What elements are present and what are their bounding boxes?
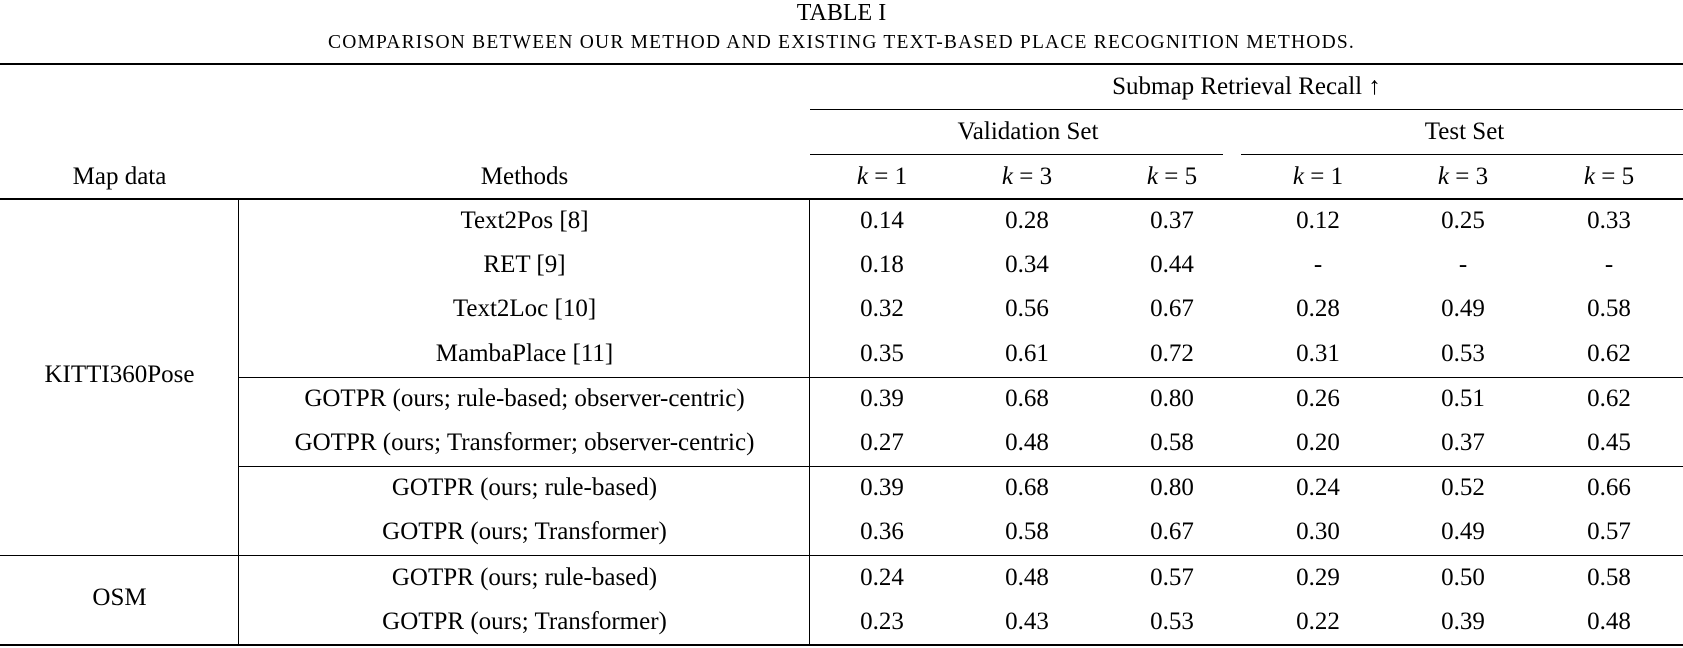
header-k-col-6: [1539, 162, 1679, 192]
table-cell-value: 0.53: [1441, 340, 1485, 367]
table-cell-value: 0.39: [860, 385, 904, 412]
k-value: = 3: [1455, 163, 1489, 190]
table-cell-value: 0.57: [1587, 518, 1631, 545]
table-cell-value: 0.22: [1296, 608, 1340, 635]
k-value: = 1: [874, 163, 908, 190]
bottom-rule: [0, 644, 1683, 646]
table-cell-value: 0.25: [1441, 207, 1485, 234]
table-cell-value: 0.29: [1296, 564, 1340, 591]
table-cell-value: 0.80: [1150, 385, 1194, 412]
table-cell-value: 0.51: [1441, 385, 1485, 412]
table-cell-value: 0.39: [1441, 608, 1485, 635]
sub-rule-2: [239, 466, 1683, 467]
table-cell-value: 0.58: [1150, 429, 1194, 456]
table-cell-value: 0.56: [1005, 295, 1049, 322]
set-rule-test: [1241, 154, 1683, 155]
table-cell-value: 0.28: [1296, 295, 1340, 322]
table-cell-value: -: [1458, 251, 1468, 278]
table-cell-value: 0.37: [1441, 429, 1485, 456]
table-cell-value: 0.66: [1587, 474, 1631, 501]
table-cell-value: 0.48: [1587, 608, 1631, 635]
table-cell-value: 0.61: [1005, 340, 1049, 367]
header-group: Submap Retrieval Recall ↑: [1112, 73, 1381, 100]
table-cell-value: 0.32: [860, 295, 904, 322]
header-validation-set: Validation Set: [957, 118, 1099, 145]
group-label-kitti360pose: KITTI360Pose: [44, 361, 195, 388]
k-value: = 5: [1601, 163, 1635, 190]
table-row-method: GOTPR (ours; rule-based; observer-centric): [304, 385, 745, 412]
header-k-col-2: [957, 162, 1097, 192]
table-cell-value: 0.28: [1005, 207, 1049, 234]
table-label: TABLE I: [796, 0, 887, 26]
group-separator-rule: [0, 555, 1683, 556]
table-cell-value: 0.43: [1005, 608, 1049, 635]
table-cell-value: 0.14: [860, 207, 904, 234]
table-cell-value: 0.57: [1150, 564, 1194, 591]
k-variable: k: [1292, 163, 1304, 190]
table-cell-value: 0.30: [1296, 518, 1340, 545]
header-methods: Methods: [480, 163, 569, 190]
table-cell-value: 0.31: [1296, 340, 1340, 367]
header-k-col-3: [1102, 162, 1242, 192]
table-cell-value: 0.68: [1005, 474, 1049, 501]
sub-rule-1: [239, 377, 1683, 378]
table-row-method: GOTPR (ours; rule-based): [391, 474, 658, 501]
table-cell-value: 0.72: [1150, 340, 1194, 367]
set-rule-validation: [810, 154, 1223, 155]
k-variable: k: [1001, 163, 1013, 190]
header-map-data: Map data: [72, 163, 167, 190]
table-caption: COMPARISON BETWEEN OUR METHOD AND EXISTING TEXT-BASED PLACE RECOGNITION METHODS.: [328, 32, 1355, 53]
table-cell-value: -: [1604, 251, 1614, 278]
k-value: = 3: [1019, 163, 1053, 190]
table-cell-value: 0.24: [1296, 474, 1340, 501]
table-row-method: GOTPR (ours; Transformer): [382, 518, 667, 545]
header-k-col-4: [1248, 162, 1388, 192]
table-cell-value: 0.12: [1296, 207, 1340, 234]
top-rule: [0, 63, 1683, 65]
table-cell-value: 0.37: [1150, 207, 1194, 234]
table-cell-value: 0.24: [860, 564, 904, 591]
table-cell-value: 0.62: [1587, 385, 1631, 412]
header-k-col-5: [1393, 162, 1533, 192]
table-cell-value: 0.68: [1005, 385, 1049, 412]
table-cell-value: 0.80: [1150, 474, 1194, 501]
k-variable: k: [1146, 163, 1158, 190]
table-row-method: MambaPlace [11]: [435, 340, 614, 367]
table-cell-value: 0.67: [1150, 295, 1194, 322]
table-cell-value: 0.50: [1441, 564, 1485, 591]
table-cell-value: 0.49: [1441, 295, 1485, 322]
table-row-method: GOTPR (ours; rule-based): [391, 564, 658, 591]
table-cell-value: 0.18: [860, 251, 904, 278]
header-bottom-rule: [0, 198, 1683, 200]
table-cell-value: 0.23: [860, 608, 904, 635]
table-row-method: Text2Loc [10]: [452, 295, 597, 322]
table-cell-value: 0.49: [1441, 518, 1485, 545]
table-cell-value: 0.67: [1150, 518, 1194, 545]
table-cell-value: 0.35: [860, 340, 904, 367]
table-cell-value: 0.20: [1296, 429, 1340, 456]
k-value: = 5: [1164, 163, 1198, 190]
table-row-method: Text2Pos [8]: [460, 207, 589, 234]
table-cell-value: 0.39: [860, 474, 904, 501]
table-row-method: GOTPR (ours; Transformer; observer-centric): [294, 429, 755, 456]
k-variable: k: [1437, 163, 1449, 190]
k-value: = 1: [1310, 163, 1344, 190]
group-rule: [810, 109, 1683, 110]
table-cell-value: 0.58: [1587, 564, 1631, 591]
table-cell-value: 0.33: [1587, 207, 1631, 234]
k-variable: k: [856, 163, 868, 190]
table-cell-value: 0.26: [1296, 385, 1340, 412]
table-cell-value: 0.36: [860, 518, 904, 545]
table-cell-value: -: [1313, 251, 1323, 278]
table-row-method: GOTPR (ours; Transformer): [382, 608, 667, 635]
header-test-set: Test Set: [1424, 118, 1505, 145]
group-label-osm: OSM: [92, 584, 147, 611]
table-cell-value: 0.48: [1005, 429, 1049, 456]
table-cell-value: 0.53: [1150, 608, 1194, 635]
table-cell-value: 0.48: [1005, 564, 1049, 591]
table-cell-value: 0.62: [1587, 340, 1631, 367]
header-k-col-1: [812, 162, 952, 192]
table-cell-value: 0.45: [1587, 429, 1631, 456]
table-row-method: RET [9]: [483, 251, 566, 278]
table-cell-value: 0.27: [860, 429, 904, 456]
k-variable: k: [1583, 163, 1595, 190]
table-cell-value: 0.34: [1005, 251, 1049, 278]
table-cell-value: 0.44: [1150, 251, 1194, 278]
table-cell-value: 0.52: [1441, 474, 1485, 501]
table-cell-value: 0.58: [1005, 518, 1049, 545]
table-cell-value: 0.58: [1587, 295, 1631, 322]
